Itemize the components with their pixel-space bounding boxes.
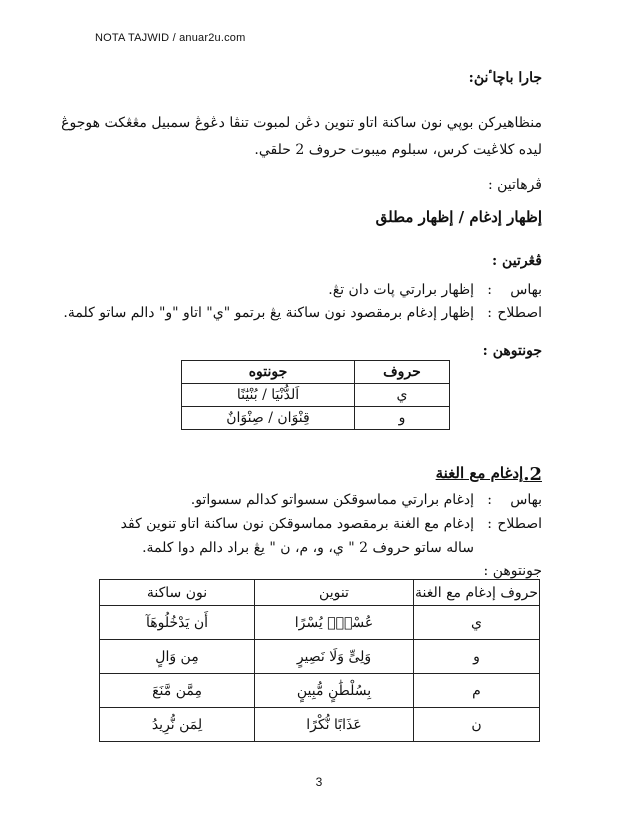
table-cell: بِسُلْطَٰنٍ مُّبِينٍ (255, 674, 414, 708)
table-cell: اَلدُّنْيَا / بُنْيَٰنًا (182, 384, 355, 407)
s2-title: إدغام مع الغنة (435, 464, 524, 482)
intro-line-2: ليده کلاڠيت کرس، سبلوم ميبوت حروف 2 حلقي. (254, 142, 542, 158)
s1-istilah-row (63, 305, 542, 321)
table-row (182, 407, 450, 430)
table-cell: عَذَابًا نُّكْرًا (255, 708, 414, 742)
idgham-examples-table (99, 579, 540, 742)
table-cell: مِن وَالٍ (100, 640, 255, 674)
bahasa-label: بهاس (510, 492, 542, 508)
types-label: ڤرهاتين : (487, 177, 542, 193)
izhar-examples-table (181, 360, 450, 430)
bahasa-text: إظهار برارتي ڽات دان تڠ. (328, 282, 474, 298)
istilah-label: اصطلاح (497, 516, 542, 532)
istilah-text-2: ساله ساتو حروف 2 " ي، و، م، ن " يڠ براد دالم دوا کلمة. (142, 540, 474, 556)
page-header: NOTA TAJWID / anuar2u.com (95, 32, 246, 44)
bahasa-text: إدغام برارتي مماسوقکن سسواتو کدالم سسواتو. (190, 492, 474, 508)
definition-label: ڤڠرتين : (492, 253, 542, 269)
table-cell: و (355, 407, 450, 430)
s2-number: 2. (523, 464, 542, 485)
table-cell: مِمَّن مَّنَعَ (100, 674, 255, 708)
table-header-cell: نون ساکنة (100, 580, 255, 606)
bahasa-label: بهاس (510, 282, 542, 298)
table-cell: م (414, 674, 540, 708)
s1-examples-label: جونتوهن : (482, 343, 542, 359)
table-row (100, 674, 540, 708)
s2-bahasa-row (191, 492, 542, 508)
table-row (100, 708, 540, 742)
s2-istilah-row (121, 516, 542, 532)
colon: : (487, 282, 492, 298)
colon: : (487, 305, 492, 321)
table-row (182, 384, 450, 407)
table-row (100, 606, 540, 640)
section-title: جارا باچاٴنڽ: (468, 70, 542, 86)
table-header-cell: جونتوه (182, 361, 355, 384)
table-header-cell: تنوين (255, 580, 414, 606)
colon: : (487, 516, 492, 532)
page-number: 3 (315, 775, 323, 789)
table-cell: لِمَن نُّرِيدُ (100, 708, 255, 742)
s2-title-row (436, 464, 542, 485)
istilah-text-1: إدغام مع الغنة برمقصود مماسوقکن نون ساکنة اتاو تنوين کڤد (120, 516, 474, 532)
table-header-row (100, 580, 540, 606)
istilah-text: إظهار إدغام برمقصود نون ساکنة يڠ برتمو "ي" اتاو "و" دالم ساتو کلمة. (63, 305, 474, 321)
table-header-row (182, 361, 450, 384)
table-cell: ي (355, 384, 450, 407)
types-heading: إظهار إدغام / إظهار مطلق (375, 208, 542, 226)
table-row (100, 640, 540, 674)
s1-bahasa-row (328, 282, 542, 298)
table-cell: عُسْرٍۢ يُسْرًا (255, 606, 414, 640)
table-header-cell: حروف إدغام مع الغنة (414, 580, 540, 606)
table-cell: ي (414, 606, 540, 640)
table-header-cell: حروف (355, 361, 450, 384)
table-cell: و (414, 640, 540, 674)
istilah-label: اصطلاح (497, 305, 542, 321)
s2-examples-label: جونتوهن : (483, 563, 542, 579)
table-cell: قِنْوَان / صِنْوَانٌ (182, 407, 355, 430)
table-cell: أَن يَدْخُلُوهَآ (100, 606, 255, 640)
table-cell: ن (414, 708, 540, 742)
colon: : (487, 492, 492, 508)
intro-line-1: منظاهيرکن بوڽي نون ساکنة اتاو تنوين دڠن لمبوت تنڤا دڠوڠ سمبيل مڠڠکت هوجوڠ (61, 115, 542, 131)
table-cell: وَلِىٍّ وَلَا نَصِيرٍ (255, 640, 414, 674)
